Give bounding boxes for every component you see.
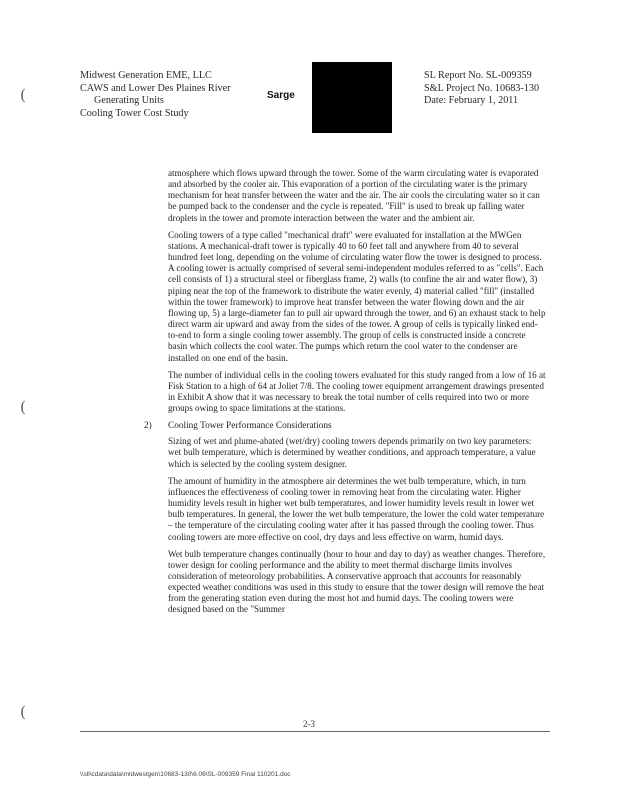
header-project-location: CAWS and Lower Des Plaines River xyxy=(80,82,231,94)
header-date: Date: February 1, 2011 xyxy=(424,95,519,106)
header-project-number: S&L Project No. 10683-130 xyxy=(424,82,540,94)
section-number: 2) xyxy=(144,421,152,432)
section-heading xyxy=(144,420,546,432)
binder-mark-icon: ( xyxy=(20,398,26,416)
paragraph: Cooling towers of a type called "mechanical draft" were evaluated for installation at the MWGen stations. A mechanical-draft tower is typically 40 to 60 feet tall and anywhere from 40 to several hundred feet long, depending on the volume of circulating water flow the tower is designed to process. A cooling tower is actually comprised of several semi-independent modules referred to as "cells". Each cell consists of 1) a structural steel or fiberglass frame, 2) walls (to confine the air and water flow), 3) piping near the top of the framework to distribute the water evenly, 4) material called "fill" (installed within the tower framework) to improve heat transfer between the water flowing down and the air flowing up, 5) a large-diameter fan to pull air upward through the tower, and 6) an exhaust stack to help direct warm air upward and away from the sides of the tower. A group of cells is typically linked end-to-end to form a single cooling tower assembly. The group of cells is constructed inside a concrete basin which collects the cool water. The pumps which return the cool water to the condenser are installed on one end of the basin. xyxy=(168,229,546,363)
paragraph: atmosphere which flows upward through the tower. Some of the warm circulating water is evaporated and absorbed by the cooler air. This evaporation of a portion of the circulating water is the primary mechanism for heat transfer between the water and the air. The air cools the circulating water so it can be pumped back to the condenser and the cycle is repeated. "Fill" is used to break up falling water droplets in the tower and promote interaction between the water and the ambient air. xyxy=(168,168,540,223)
paragraph: The number of individual cells in the cooling towers evaluated for this study ranged from a low of 16 at Fisk Station to a high of 64 at Joliet 7/8. The cooling tower equipment arrangement drawings presented in Exhibit A show that it was necessary to break the total number of cells required into two or more groups owing to space limitations at the stations. xyxy=(168,369,546,414)
header-study-title: Cooling Tower Cost Study xyxy=(80,107,189,119)
header-report-number: SL Report No. SL-009359 xyxy=(424,70,532,81)
header-units: Generating Units xyxy=(94,95,164,106)
paragraph: The amount of humidity in the atmosphere air determines the wet bulb temperature, which, in turn influences the effectiveness of cooling tower in removing heat from the circulating water. Higher humidity levels result in higher wet bulb temperatures, and lower humidity levels result in lower wet bulb temperatures. In general, the lower the wet bulb temperature, the lower the cold water temperature – the temperature of the circulating cooling water after it has passed through the cooling tower. Thus cooling towers are more effective on cool, dry days and less effective on warm, humid days. xyxy=(168,475,545,542)
binder-mark-icon: ( xyxy=(20,86,26,104)
section-title: Cooling Tower Performance Considerations xyxy=(168,421,332,432)
body-text xyxy=(144,168,546,616)
header-right xyxy=(424,70,594,108)
page-number: 2-3 xyxy=(303,719,315,729)
paragraph: Sizing of wet and plume-abated (wet/dry) cooling towers depends primarily on two key parameters: wet bulb temperature, which is determined by weather conditions, and approach temperature, a value which is selected by the cooling system designer. xyxy=(168,436,536,469)
redaction-box xyxy=(312,62,392,133)
header-company: Midwest Generation EME, LLC xyxy=(80,70,212,81)
header-left xyxy=(80,70,290,120)
binder-mark-icon: ( xyxy=(20,703,26,721)
footer-file-path: \\sll\cdata\data\mldwestgen\10683-130\6.06\SL-009359 Final 110201.doc xyxy=(80,771,291,778)
footer-divider xyxy=(80,731,550,732)
paragraph: Wet bulb temperature changes continually (hour to hour and day to day) as weather changes. Therefore, tower design for cooling performance and the ability to meet thermal discharge limits involves consideration of meteorology probabilities. A conservative approach that accounts for reasonably expected weather conditions was used in this study to ensure that the tower design will remove the heat from the generating station even during the most hot and humid days. The cooling towers were designed based on the "Summer xyxy=(168,548,546,615)
redacted-logo-text: Sarge xyxy=(267,90,295,101)
